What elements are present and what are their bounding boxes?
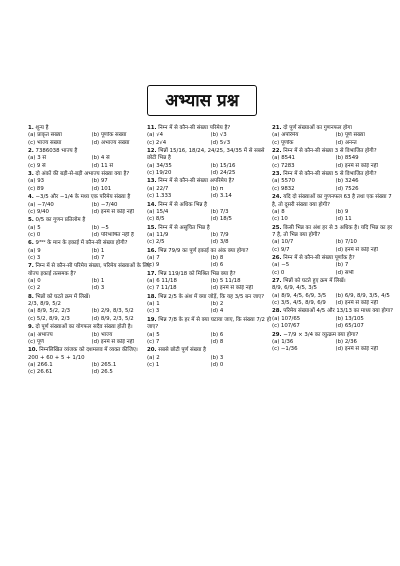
answer-option: (a) 8/9, 4/5, 6/9, 3/5 (272, 292, 327, 299)
question-text: निम्न में से कौन-सी संख्या पूर्णांक है? (283, 254, 355, 261)
question-text: निम्न में से अधिक भिन्न है (158, 201, 208, 208)
answer-option: (b) 2/36 (335, 338, 357, 345)
question-item (147, 271, 271, 293)
question-text-line (272, 278, 396, 285)
answer-option: (c) 9 (147, 262, 160, 269)
answer-option: (b) पूर्णांक संख्या (91, 132, 127, 139)
answer-option: (b) 6 (210, 331, 224, 338)
question-text-line (147, 317, 271, 332)
answer-option: (c) 89 (28, 185, 44, 192)
question-text-line (147, 125, 271, 132)
answer-option: (a) 5570 (272, 178, 295, 185)
question-item (147, 347, 271, 369)
answer-option: (a) 8 (272, 208, 285, 215)
question-item (272, 225, 396, 254)
question-item (272, 194, 396, 223)
question-number: 24. (272, 194, 282, 201)
answer-option: (c) 5/2, 8/9, 2/3 (28, 315, 70, 322)
question-number: 1. (28, 125, 34, 131)
question-text: दो पूर्ण संख्याओं का गुणनफल होगा (283, 125, 352, 131)
answer-options (272, 239, 396, 254)
question-item (272, 125, 396, 147)
answer-option: (d) 3.14 (210, 193, 232, 200)
answer-option: (c) 2√4 (147, 139, 167, 146)
question-text: निम्न में से कौन-सी संख्या परिमेय है? (158, 125, 231, 131)
answer-option: (d) 4 (210, 308, 224, 315)
answer-option: (a) 266.1 (28, 361, 53, 368)
answer-options (28, 278, 152, 293)
question-column-2 (147, 125, 271, 370)
answer-options (147, 232, 271, 247)
question-text-line (28, 324, 152, 331)
question-text: भिन्नों को घटते क्रम में लिखें। (35, 293, 91, 300)
question-text-line (28, 240, 152, 247)
answer-option: (a) 1 (147, 301, 160, 308)
answer-options (147, 186, 271, 201)
answer-option: (d) 11 से (91, 162, 114, 169)
answer-options (147, 209, 271, 224)
answer-option: (c) 9832 (272, 185, 295, 192)
answer-option: (c) −1/36 (272, 346, 298, 353)
answer-options (147, 278, 271, 293)
question-expression: 8/9, 6/9, 4/5, 3/5 (272, 285, 317, 292)
answer-option: (d) इनमें से कोई नहीं (335, 299, 378, 306)
answer-option: (b) 1 (91, 278, 105, 285)
answer-option: (b) 13/105 (335, 315, 364, 322)
question-text: 0/5 का गुणन प्रतिलोम है (35, 217, 86, 224)
answer-option: (d) इनमें से कोई नहीं (210, 285, 253, 292)
question-item (28, 347, 152, 376)
question-number: 14. (147, 201, 157, 208)
answer-option: (a) प्राकृत संख्या (28, 132, 62, 139)
answer-option: (c) पूर्ण (28, 338, 44, 345)
answer-option: (c) 1.333 (147, 193, 172, 200)
answer-option: (a) 10/7 (272, 239, 294, 246)
answer-options (147, 301, 271, 316)
answer-options (272, 262, 396, 277)
question-text: 9³⁹⁹ के मान के इकाई में कौन-सी संख्या होगी? (35, 240, 128, 247)
answer-option: (c) भाज्य संख्या (28, 139, 62, 146)
question-text: निम्न में से कौन-सी संख्या अपरिमेय है? (158, 178, 235, 185)
question-number: 18. (147, 293, 157, 300)
question-text-line (147, 178, 271, 185)
answer-options (28, 248, 152, 263)
answer-option: (a) 9 (28, 247, 41, 254)
answer-option: (d) 7526 (335, 185, 359, 192)
question-text-line (28, 263, 152, 278)
answer-option: (b) 8549 (335, 155, 359, 162)
answer-option: (d) 3 (91, 285, 105, 292)
answer-options (28, 225, 152, 240)
answer-option: (b) 7/10 (335, 239, 357, 246)
question-text: 7386038 भाज्य है (35, 148, 78, 155)
answer-option: (c) 2 (28, 285, 41, 292)
answer-option: (c) 19/20 (147, 169, 172, 176)
answer-option: (b) √3 (210, 132, 227, 139)
question-number: 16. (147, 247, 157, 254)
question-item (147, 225, 271, 247)
question-number: 27. (272, 278, 282, 285)
question-number: 15. (147, 224, 157, 231)
question-text-line (147, 347, 271, 354)
answer-option: (c) 9/40 (28, 208, 49, 215)
answer-options (28, 132, 152, 147)
answer-option: (d) 8/9, 2/3, 5/2 (91, 315, 134, 322)
question-item (147, 317, 271, 346)
question-text: भिन्नों 15/16, 18/24, 24/25, 34/35 में से सबसे छोटी भिन्न है (147, 148, 265, 162)
answer-option: (b) 9 (335, 208, 349, 215)
question-item (147, 178, 271, 200)
answer-option: (b) 8 (210, 254, 224, 261)
question-text: दो अंकों की बड़ी-से-बड़ी अभाज्य संख्या क्या है? (35, 171, 130, 178)
answer-option: (a) अभाज्य (28, 331, 53, 338)
answer-option: (a) √4 (147, 132, 164, 139)
answer-option: (a) 34/35 (147, 162, 172, 169)
question-number: 28. (272, 308, 282, 315)
answer-option: (b) 97 (91, 178, 108, 185)
question-text: भिन्न 2/5 के अंश में क्या जोड़ें, कि यह 3/5 बन जाए? (158, 293, 265, 300)
answer-option: (c) 26.61 (28, 369, 53, 376)
question-item (28, 125, 152, 147)
answer-option: (b) −7/40 (91, 201, 118, 208)
question-number: 22. (272, 148, 282, 155)
answer-option: (d) 24/25 (210, 169, 236, 176)
question-item (28, 294, 152, 323)
answer-option: (c) 7 (147, 338, 160, 345)
question-text-line (272, 125, 396, 132)
question-item (28, 148, 152, 170)
answer-option: (a) 8541 (272, 155, 295, 162)
question-text-line (28, 194, 152, 201)
answer-option: (a) 0 (28, 278, 41, 285)
question-item (147, 294, 271, 316)
answer-option: (c) 1 (147, 361, 160, 368)
question-text: भिन्न 79/9 का पूर्ण इकाई का अंक क्या होगा? (158, 247, 249, 254)
question-number: 12. (147, 148, 157, 155)
question-number: 21. (272, 125, 282, 131)
answer-option: (a) −5 (272, 262, 290, 269)
question-text: दो पूर्ण संख्याओं का योगफल सदैव संख्या होती है। (35, 324, 133, 331)
answer-option: (b) 7 (335, 262, 349, 269)
answer-options (147, 163, 271, 178)
question-text-line (272, 225, 396, 240)
answer-option: (d) सभी (335, 269, 354, 276)
answer-option: (c) 9 से (28, 162, 46, 169)
answer-option: (a) 8/9, 5/2, 2/3 (28, 308, 71, 315)
question-item (28, 194, 152, 216)
answer-option: (a) 93 (28, 178, 45, 185)
answer-options (28, 362, 152, 377)
answer-option: (d) इनमें से कोई नहीं (91, 208, 134, 215)
question-item (28, 171, 152, 193)
question-item (272, 308, 396, 330)
answer-options (28, 178, 152, 193)
answer-option: (d) इनमें से कोई नहीं (335, 246, 378, 253)
question-number: 26. (272, 254, 282, 261)
answer-option: (b) 7/3 (210, 208, 229, 215)
question-item (147, 248, 271, 270)
question-number: 25. (272, 224, 282, 231)
question-number: 7. (28, 263, 34, 270)
question-text-line (147, 225, 271, 232)
answer-option: (b) 15/16 (210, 162, 236, 169)
answer-option: (a) 5 (28, 224, 41, 231)
question-number: 17. (147, 270, 157, 277)
question-text: भिन्न 7/8 के हर में से क्या घटाया जाए, कि संख्या 7/2 हो जाए? (147, 316, 271, 331)
answer-options (272, 339, 396, 354)
answer-option: (b) 3 (210, 354, 224, 361)
answer-option: (b) 3246 (335, 178, 359, 185)
question-text-line (28, 347, 152, 354)
question-item (272, 332, 396, 354)
answer-option: (b) 1 (91, 247, 105, 254)
answer-option: (b) 2 (210, 301, 224, 308)
question-text: परिमेय संख्याओं 4/5 और 13/13 का माध्य क्या होगा? (283, 308, 394, 315)
answer-option: (c) 0 (272, 269, 285, 276)
question-text-line (272, 194, 396, 209)
question-item (147, 202, 271, 224)
answer-option: (b) 4 से (91, 155, 110, 162)
answer-option: (d) 26.5 (91, 369, 113, 376)
answer-option: (b) 265.1 (91, 361, 117, 368)
question-text: किसी भिन्न का अंश हर से 3 अधिक है। यदि भिन्न का हर 7 है, तो भिन्न क्या होगी? (272, 224, 393, 238)
question-text: निम्न में से कौन-सी संख्या 3 से विभाजित होगी? (283, 148, 377, 155)
question-expression: 200 + 60 + 5 + 1/10 (28, 354, 85, 361)
question-expression: 2/3, 8/9, 5/2 (28, 301, 61, 308)
answer-option: (b) 7/9 (210, 231, 229, 238)
answer-options (272, 316, 396, 331)
question-text-line (272, 171, 396, 178)
page-title: अभ्यास प्रश्न (147, 85, 257, 116)
answer-option: (d) 18/5 (210, 216, 232, 223)
answer-option: (d) 65/107 (335, 323, 364, 330)
answer-option: (c) 3/5, 4/5, 8/9, 6/9 (272, 299, 326, 306)
question-item (272, 148, 396, 170)
answer-option: (a) 3 से (28, 155, 47, 162)
question-item (272, 171, 396, 193)
question-number: 8. (28, 293, 34, 300)
answer-options (272, 132, 396, 147)
question-text-line (28, 294, 152, 301)
answer-option: (a) 6 11/18 (147, 278, 177, 285)
answer-option: (d) 3/8 (210, 239, 229, 246)
question-text: निम्नलिखित व्यंजक को दशमलव में व्यक्त कीजिए। (39, 347, 138, 354)
answer-options (147, 255, 271, 270)
answer-option: (b) पूर्ण संख्या (335, 132, 365, 139)
question-column-3 (272, 125, 396, 355)
answer-option: (a) 5 (147, 331, 160, 338)
question-text-line (28, 171, 152, 178)
question-text-line (147, 294, 271, 301)
question-number: 11. (147, 125, 157, 131)
answer-options (272, 178, 396, 193)
question-item (272, 278, 396, 307)
question-number: 23. (272, 171, 282, 178)
question-text: −3/5 और −1/4 के मध्य एक परिमेय संख्या है (35, 194, 131, 201)
answer-option: (c) 0 (28, 231, 41, 238)
answer-options (147, 355, 271, 370)
question-text-line (272, 148, 396, 155)
question-number: 5. (28, 217, 34, 224)
question-text-line (147, 271, 271, 278)
question-item (272, 255, 396, 277)
answer-option: (a) −7/40 (28, 201, 54, 208)
question-text-line (147, 202, 271, 209)
answer-option: (d) परिभाषित नहीं है (91, 231, 134, 238)
question-text: भिन्न 119/18 को मिश्रित भिन्न क्या है? (158, 270, 236, 277)
question-number: 6. (28, 240, 34, 247)
answer-option: (d) 5√3 (210, 139, 231, 146)
answer-option: (d) 0 (210, 361, 224, 368)
answer-option: (a) 22/7 (147, 185, 169, 192)
answer-options (147, 332, 271, 347)
question-number: 4. (28, 194, 34, 201)
answer-option: (d) 7 (91, 254, 105, 261)
question-number: 10. (28, 347, 38, 354)
question-text-line (272, 255, 396, 262)
question-number: 9. (28, 324, 34, 331)
question-number: 2. (28, 148, 34, 155)
answer-options (272, 155, 396, 170)
question-text: निम्न में से असुचित भिन्न है (158, 224, 210, 231)
answer-option: (a) 1/36 (272, 338, 294, 345)
answer-options (28, 308, 152, 323)
answer-option: (b) π (210, 185, 224, 192)
answer-option: (d) 101 (91, 185, 112, 192)
question-text-line (147, 148, 271, 163)
answer-option: (c) पूर्णांक (272, 139, 294, 146)
answer-option: (c) 9/7 (272, 246, 290, 253)
answer-option: (c) 8/5 (147, 216, 165, 223)
question-text: निम्न में से कौन-सी संख्या 5 से विभाजित होगी? (283, 171, 377, 178)
answer-options (147, 132, 271, 147)
answer-options (272, 293, 396, 308)
answer-option: (c) 10 (272, 216, 288, 223)
question-item (28, 263, 152, 292)
question-text: भिन्नों को घटते हुए क्रम में लिखें। (283, 278, 346, 285)
question-text-line (147, 248, 271, 255)
question-text-line (28, 148, 152, 155)
answer-options (272, 209, 396, 224)
question-text-line (28, 217, 152, 224)
question-item (147, 125, 271, 147)
answer-option: (a) 2 (147, 354, 160, 361)
question-text: निम्न में से कौन-सी परिमेय संख्या, परिमेय संख्याओं के लिए योज्य इकाई तत्समक है? (28, 263, 151, 277)
question-text: सबसे छोटी पूर्ण संख्या है (158, 347, 206, 354)
question-number: 29. (272, 331, 282, 338)
question-text: −7/9 × 3/4 का व्युत्क्रम क्या होगा? (283, 331, 359, 338)
question-number: 19. (147, 316, 157, 323)
answer-options (28, 202, 152, 217)
answer-option: (b) 6/9, 8/9, 3/5, 4/5 (335, 292, 390, 299)
answer-option: (a) 11/9 (147, 231, 169, 238)
answer-option: (c) 3 (147, 308, 160, 315)
answer-option: (a) 15/4 (147, 208, 169, 215)
answer-option: (a) 107/65 (272, 315, 301, 322)
answer-option: (b) −5 (91, 224, 109, 231)
question-item (28, 324, 152, 346)
answer-option: (b) 5 11/18 (210, 278, 241, 285)
question-text-line (272, 332, 396, 339)
answer-option: (d) 6 (210, 262, 224, 269)
answer-option: (d) इनमें से कोई नहीं (335, 162, 378, 169)
answer-option: (d) अनन्त (335, 139, 357, 146)
answer-option: (c) 7 11/18 (147, 285, 177, 292)
answer-option: (d) अभाज्य संख्या (91, 139, 130, 146)
question-text-line (28, 125, 152, 132)
question-text-line (272, 308, 396, 315)
question-column-1 (28, 125, 152, 378)
answer-option: (d) 11 (335, 216, 352, 223)
question-number: 20. (147, 347, 157, 354)
answer-option: (d) इनमें से कोई नहीं (91, 338, 134, 345)
question-number: 13. (147, 178, 157, 185)
answer-option: (c) 2/5 (147, 239, 165, 246)
question-item (28, 217, 152, 239)
answer-options (28, 155, 152, 170)
question-number: 3. (28, 171, 34, 178)
answer-option: (a) 7 (147, 254, 160, 261)
answer-option: (c) 3 (28, 254, 41, 261)
answer-option: (d) 8 (210, 338, 224, 345)
question-text: यदि दो संख्याओं का गुणनफल 63 है तथा एक संख्या 7 है, तो दूसरी संख्या क्या होगी? (272, 194, 392, 208)
answer-option: (b) 2/9, 8/3, 5/2 (91, 308, 134, 315)
answer-option: (b) भाज्य (91, 331, 113, 338)
question-item (147, 148, 271, 177)
answer-option: (d) इनमें से कोई नहीं (335, 346, 378, 353)
answer-option: (c) 7283 (272, 162, 295, 169)
answer-options (28, 332, 152, 347)
answer-option: (a) अपरिमेय (272, 132, 299, 139)
question-text: शून्य है (35, 125, 49, 131)
answer-option: (c) 107/67 (272, 323, 300, 330)
question-item (28, 240, 152, 262)
